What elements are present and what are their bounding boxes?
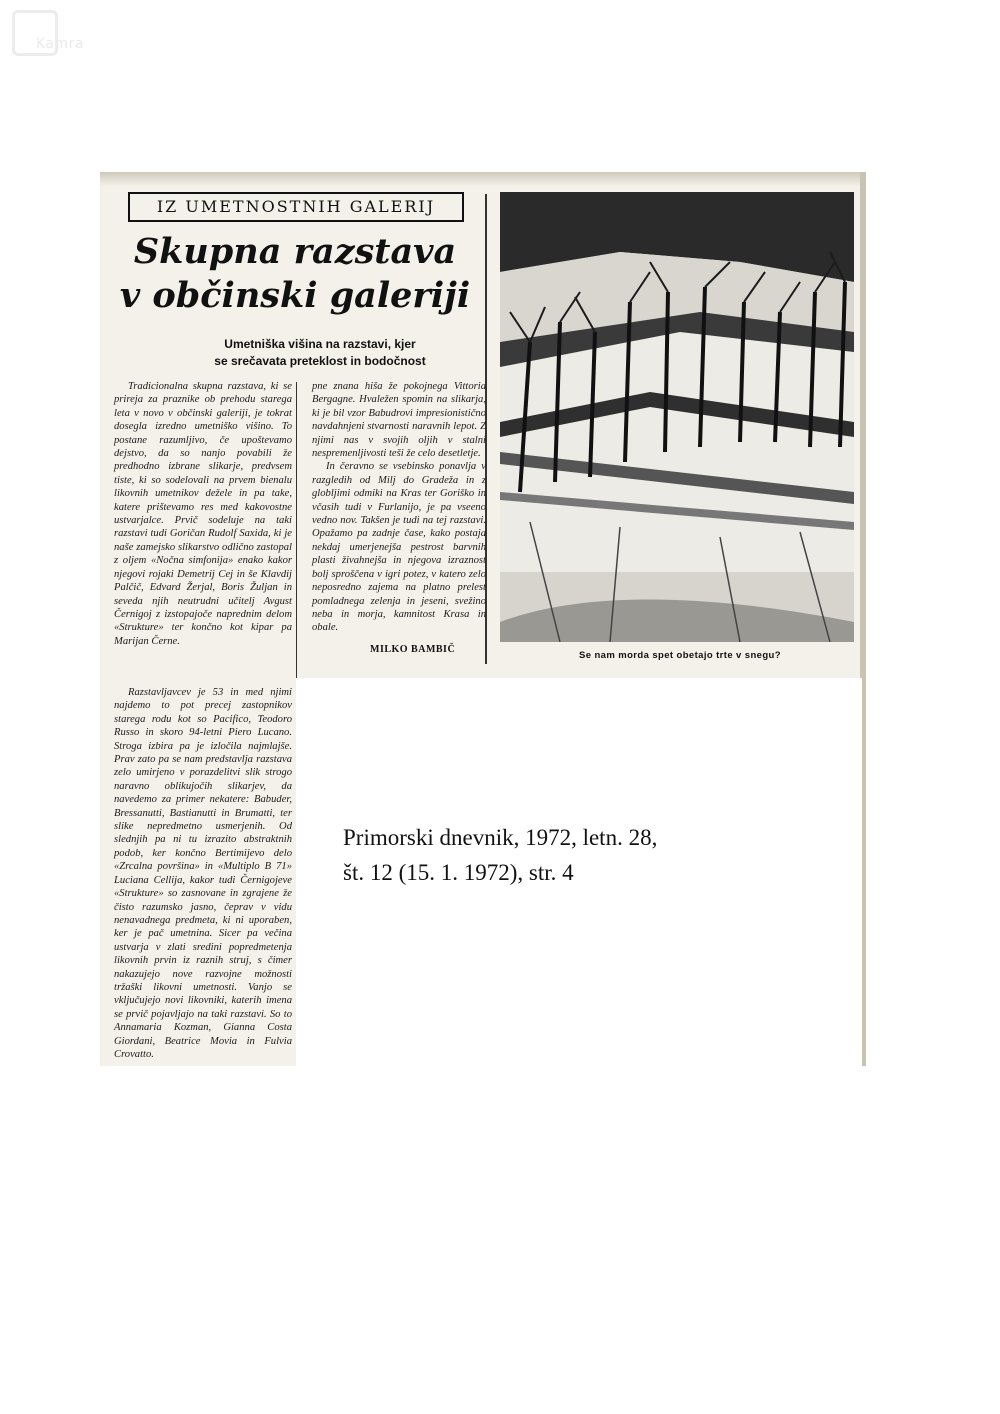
- repository-logo: [12, 10, 112, 60]
- article-column-1-continued: [114, 686, 292, 1061]
- article-photo: [500, 192, 854, 642]
- article-paragraph: Razstavljavcev je 53 in med njimi najdemo to pot precej zastopnikov starega rodu kot so Pacifico, Teodoro Russo in skoro 94-letni Piero Lucano. Stroga izbira pa je izločila najmlajše. Prav zato pa se nam predstavlja razstava zelo umirjeno v porazdelitvi slik strogo naravno oblikujočih slikarjev, da navedemo za primer nekatere: Babuder, Bressanutti, Bastianutti in Brumatti, ter slike nepredmetno usmerjenih. Od slednjih pa ni tu izrazito abstraktnih podob, ker končno Bertimijevo delo «Zrcalna površina» in «Multiplo B 71» Luciana Cellija, kakor tudi Černigojeve «Strukture» so zasnovane in zgrajene že čisto razumsko jasno, čeprav v vidu nenavadnega predmeta, ki ni uporaben, ker je pač umetnina. Sicer pa večina ustvarja v zlati sredini popredmetenja likovnih prvin iz raznih struj, s čimer nakazujejo nove razvojne možnosti tržaški likovni umetnosti. Vanjo se vključujejo novi likovniki, katerih imena se prvič pojavljajo na taki razstavi. So to Annamaria Kozman, Gianna Costa Giordani, Beatrice Movia in Fulvia Crovatto.: [114, 687, 292, 1060]
- subhead-line: se srečavata preteklost in bodočnost: [214, 354, 426, 368]
- article-subhead: [160, 336, 480, 370]
- citation-line: št. 12 (15. 1. 1972), str. 4: [343, 860, 574, 885]
- article-column-2: [312, 380, 486, 635]
- photo-caption: Se nam morda spet obetajo trte v snegu?: [579, 650, 781, 661]
- article-headline: [114, 230, 476, 318]
- section-rubric: IZ UMETNOSTNIH GALERIJ: [128, 192, 464, 222]
- headline-line: v občinski galeriji: [119, 275, 471, 316]
- clipping-top-edge: [100, 172, 866, 186]
- repository-logo-text: Kamra: [36, 36, 84, 52]
- article-paragraph: Tradicionalna skupna razstava, ki se prireja za praznike ob prehodu starega leta v novo v občinski galeriji, je tokrat dosegla izredno umetniško višino. To postane razumljivo, če upoštevamo dejstvo, da so nanjo povabili že predhodno izbrane slikarje, predvsem tiste, ki so sodelovali na prvem bienalu likovnih umetnikov dežele in pa take, katere prištevamo res med kakovostne ustvarjalce. Prvič sodeluje na taki razstavi tudi Goričan Rudolf Saxida, ki je naše zamejsko slikarstvo odlično zastopal z oljem «Nočna simfonija» enako kakor njegovi rojaki Demetrij Cej in še Klavdij Palčič, Edvard Žerjal, Boris Žuljan in seveda njih neutrudni učitelj Avgust Černigoj z izstopajoče naprednim delom «Strukture» ter končno kot kipar pa Marijan Černe.: [114, 381, 292, 647]
- source-citation: [343, 820, 783, 890]
- article-paragraph: In čeravno se vsebinsko ponavlja v razgledih od Milj do Gradeža in z globljimi odmiki na Kras ter Goriško in včasih tudi v Furlanijo, je pa vseeno vedno nov. Takšen je tudi na tej razstavi. Opažamo pa zadnje čase, kako postaja nekdaj umerjenejša pestrost barvnih plasti živahnejša in njegova izraznost bolj sproščena v igri potez, v katero zelo neposredno zajema na platno prelest pomladnega zelenja in jeseni, svežino neba in morja, kamnitost Krasa in obale.: [312, 461, 486, 634]
- article-paragraph: pne znana hiša že pokojnega Vittoria Bergagne. Hvaležen spomin na slikarja, ki je bil vzor Babudrovi impresionistično navdahnjeni stvarnosti naravnih lepot. Z njimi nas v svojih oljih v stalni nespremenljivosti teši že celo desetletje.: [312, 381, 486, 460]
- vineyard-snow-photo: [500, 192, 854, 642]
- subhead-line: Umetniška višina na razstavi, kjer: [224, 337, 416, 351]
- article-column-1: [114, 380, 292, 648]
- citation-line: Primorski dnevnik, 1972, letn. 28,: [343, 825, 658, 850]
- article-author: MILKO BAMBIČ: [370, 644, 456, 655]
- headline-line: Skupna razstava: [133, 231, 457, 272]
